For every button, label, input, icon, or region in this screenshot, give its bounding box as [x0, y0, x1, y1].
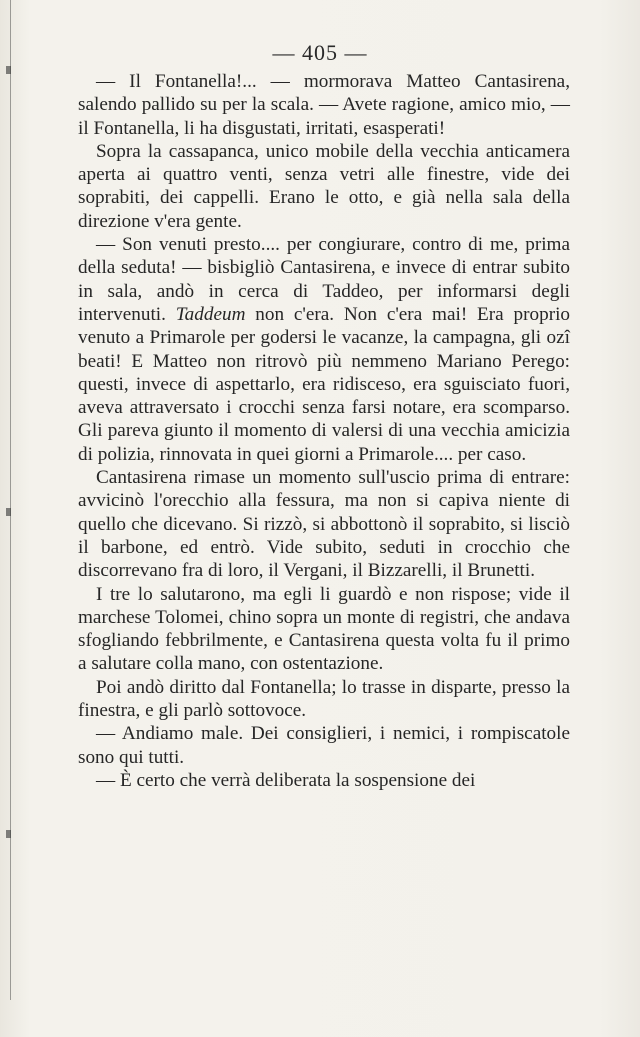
- binding-mark: [6, 830, 11, 838]
- paragraph-7: — Andiamo male. Dei consiglieri, i nemici, i rompiscatole sono qui tutti.: [78, 723, 570, 768]
- paragraph-3-italic-word: Taddeum: [175, 303, 246, 325]
- paragraph-6: Poi andò diritto dal Fontanella; lo trasse in disparte, presso la finestra, e gli parlò sottovoce.: [78, 676, 570, 722]
- paragraph-4: Cantasirena rimase un momento sull'uscio prima di entrare: avvicinò l'orecchio alla fessura, ma non si capiva niente di quello che dicevano. Si rizzò, si abbottonò il soprabito, si lisciò il barbone, ed entrò. Vide subito, seduti in crocchio che discorrevano fra di loro, il Vergani, il Bizzarelli, il Brunetti.: [78, 467, 570, 582]
- body-text: [78, 70, 570, 792]
- paragraph-1: — Il Fontanella!... — mormorava Matteo Cantasirena, salendo pallido su per la scala. — Avete ragione, amico mio, — il Fontanella, li ha disgustati, irritati, esasperati!: [78, 71, 570, 139]
- paragraph-5: I tre lo salutarono, ma egli li guardò e non rispose; vide il marchese Tolomei, chino sopra un monte di registri, che andava sfogliando febbrilmente, e Cantasirena questa volta fu il primo a salutare colla mano, con ostentazione.: [78, 583, 570, 675]
- binding-mark: [6, 66, 11, 74]
- paragraph-8: — È certo che verrà deliberata la sospensione dei: [96, 769, 476, 791]
- binding-mark: [6, 508, 11, 516]
- paragraph-2: Sopra la cassapanca, unico mobile della vecchia anticamera aperta ai quattro venti, senza vetri alle finestre, vide dei soprabiti, dei cappelli. Erano le otto, e già nella sala della direzione v'era gente.: [78, 140, 570, 232]
- paragraph-3: [78, 233, 570, 466]
- paragraph-3-after: non c'era. Non c'era mai! Era proprio venuto a Primarole per godersi le vacanze, la campagna, gli ozî beati! E Matteo non ritrovò più nemmeno Mariano Perego: questi, invece di aspettarlo, era ridisceso, era sguisciato fuori, aveva attraversato i crocchi senza farsi notare, era scomparso. Gli pareva giunto il momento di valersi di una vecchia amicizia di polizia, rinnovata in quei giorni a Primarole.... per caso.: [78, 303, 571, 465]
- paragraph-3-before: — Son venuti presto.... per congiurare, contro di me, prima della seduta! — bisbigliò Cantasirena, e invece di entrar subito in sala, andò in cerca di Taddeo, per informarsi degli intervenuti.: [78, 234, 570, 325]
- binding-edge-line: [10, 0, 11, 1000]
- page-number: — 405 —: [272, 40, 368, 65]
